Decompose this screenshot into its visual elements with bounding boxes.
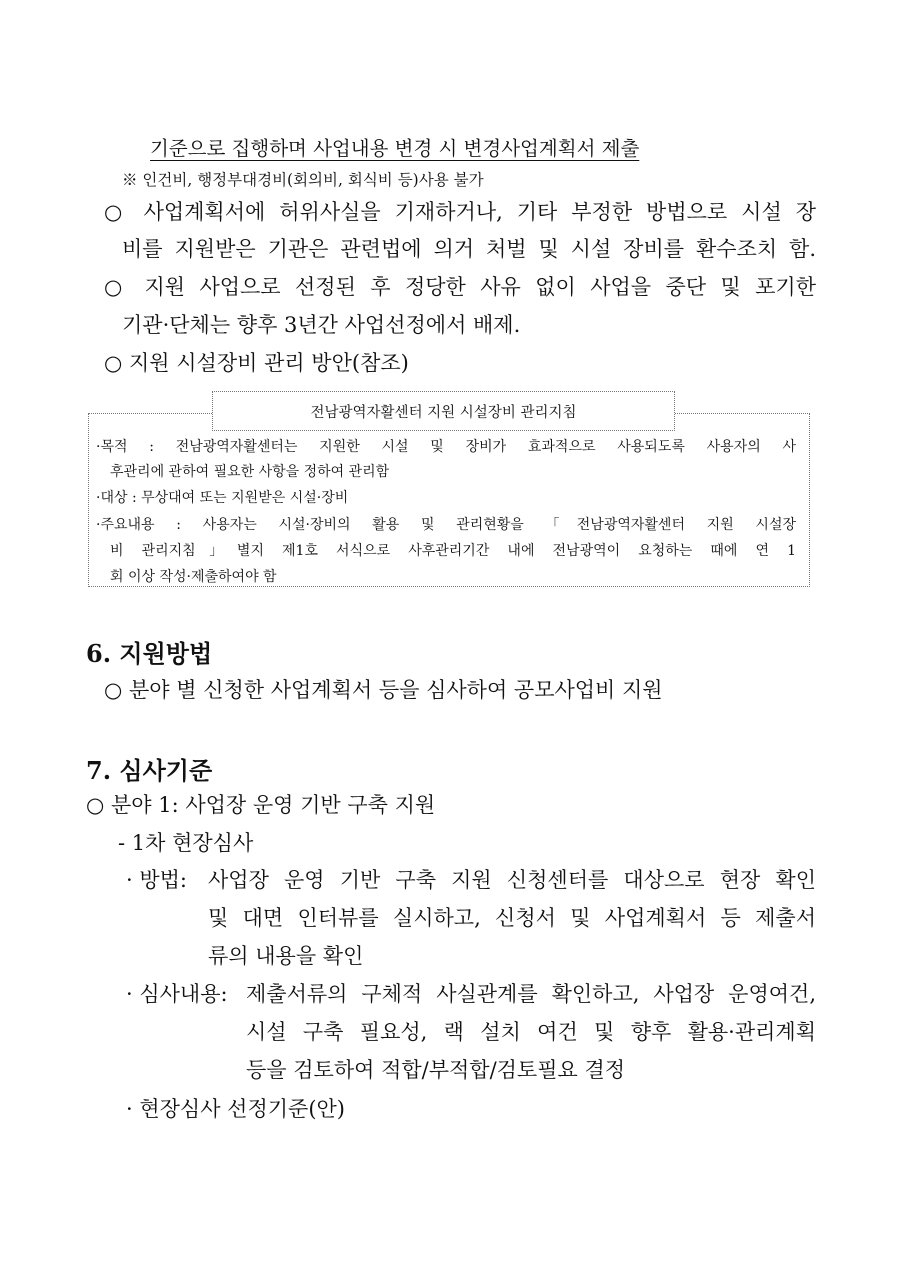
content-line-3: 등을 검토하여 적합/부적합/검토필요 결정 [246, 1058, 626, 1082]
item1-line1: ○ 사업계획서에 허위사실을 기재하거나, 기타 부정한 방법으로 시설 장 [104, 200, 816, 224]
method-label: · 방법: [126, 868, 187, 892]
content-line-1: 제출서류의 구체적 사실관계를 확인하고, 사업장 운영여건, [246, 982, 816, 1006]
section-6-heading: 6. 지원방법 [86, 639, 213, 668]
cost-note: ※ 인건비, 행정부대경비(회의비, 회식비 등)사용 불가 [122, 171, 484, 189]
section-7-sub: - 1차 현장심사 [118, 831, 254, 855]
criteria-line: · 현장심사 선정기준(안) [126, 1097, 345, 1121]
box-line-1: ·목적 : 전남광역자활센터는 지원한 시설 및 장비가 효과적으로 사용되도록 사용자의 사 [96, 439, 796, 455]
content-label: · 심사내용: [126, 982, 228, 1006]
item2-line2: 기관·단체는 향후 3년간 사업선정에서 배제. [122, 313, 521, 337]
section-6-item: ○ 분야 별 신청한 사업계획서 등을 심사하여 공모사업비 지원 [104, 678, 663, 702]
box-line-5: 비 관리지침」별지 제1호 서식으로 사후관리기간 내에 전남광역이 요청하는 때에 연 1 [110, 543, 796, 559]
guideline-box-title: 전남광역자활센터 지원 시설장비 관리지침 [212, 391, 675, 431]
content-line-2: 시설 구축 필요성, 랙 설치 여건 및 향후 활용·관리계획 [246, 1020, 816, 1044]
item1-line2: 비를 지원받은 기관은 관련법에 의거 처벌 및 시설 장비를 환수조치 함. [122, 237, 816, 261]
box-line-2: 후관리에 관하여 필요한 사항을 정하여 관리함 [110, 464, 390, 480]
section-7-field: ○ 분야 1: 사업장 운영 기반 구축 지원 [86, 793, 436, 817]
item3-line: ○ 지원 시설장비 관리 방안(참조) [104, 351, 409, 375]
item2-line1: ○ 지원 사업으로 선정된 후 정당한 사유 없이 사업을 중단 및 포기한 [104, 275, 816, 299]
method-line-2: 및 대면 인터뷰를 실시하고, 신청서 및 사업계획서 등 제출서 [208, 906, 816, 930]
top-line-1: 기준으로 집행하며 사업내용 변경 시 변경사업계획서 제출 [150, 137, 640, 160]
box-line-3: ·대상 : 무상대여 또는 지원받은 시설·장비 [96, 490, 349, 506]
box-line-4: ·주요내용 : 사용자는 시설·장비의 활용 및 관리현황을 「전남광역자활센터 지원 시설장 [96, 517, 796, 533]
box-line-6: 회 이상 작성·제출하여야 함 [110, 569, 277, 585]
section-7-heading: 7. 심사기준 [86, 756, 213, 785]
method-line-1: 사업장 운영 기반 구축 지원 신청센터를 대상으로 현장 확인 [208, 868, 816, 892]
method-line-3: 류의 내용을 확인 [208, 944, 364, 968]
